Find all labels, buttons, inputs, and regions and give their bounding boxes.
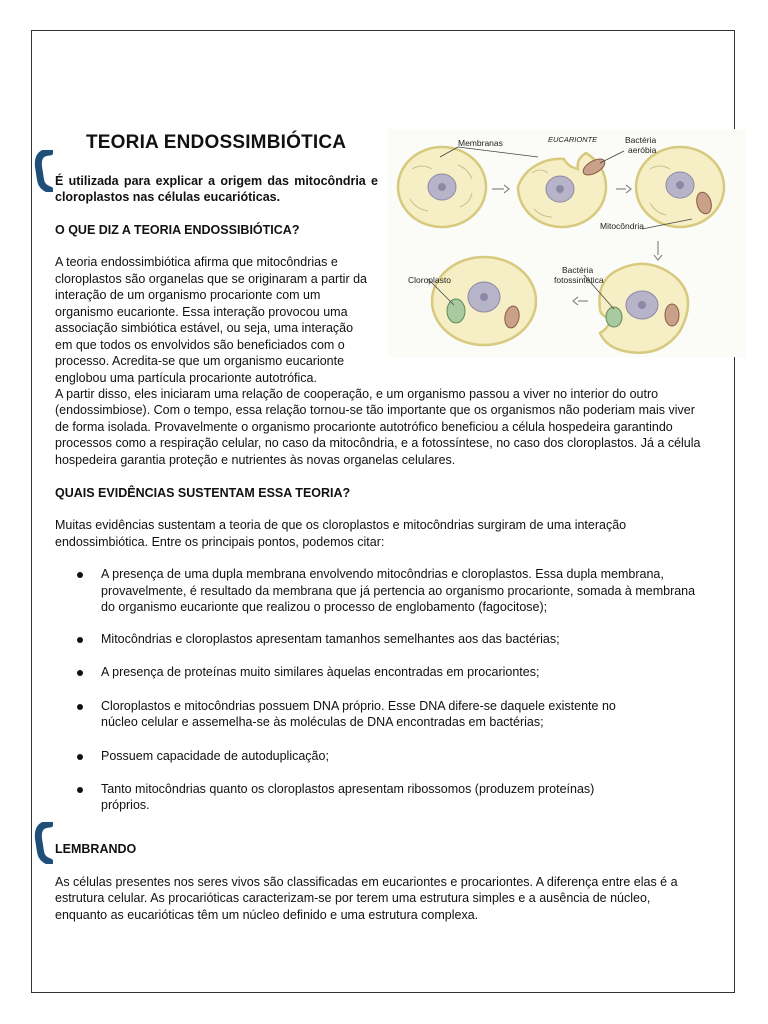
- bullet-icon: [77, 754, 83, 760]
- paragraph-line: processos como a respiração celular, no caso da mitocôndria, e a fotossíntese, no caso dos cloroplastos. Já a célula: [55, 436, 701, 450]
- paragraph-line: As células presentes nos seres vivos são classificadas em eucariontes e procariontes. A diferença entre elas é a: [55, 875, 678, 889]
- figure-label: EUCARIONTE: [548, 135, 598, 144]
- list-item-line: A presença de proteínas muito similares àquelas encontradas em procariontes;: [101, 665, 540, 679]
- paragraph-line: de forma isolada. Provavelmente o organismo procarionte autotrófico beneficiou a célula hospedeira garantindo: [55, 420, 673, 434]
- figure-label: aeróbia: [628, 145, 657, 155]
- figure-label: Mitocôndria: [600, 221, 644, 231]
- bullet-icon: [77, 572, 83, 578]
- paragraph-line: interação de um organismo procarionte com um: [55, 288, 321, 302]
- list-item-line: próprios.: [101, 798, 150, 812]
- list-item-line: A presença de uma dupla membrana envolvendo mitocôndrias e cloroplastos. Essa dupla membrana,: [101, 567, 664, 581]
- paragraph-line: hospedeira garantia proteção e nutrientes às novas organelas celulares.: [55, 453, 456, 467]
- paragraph-line: A teoria endossimbiótica afirma que mitocôndrias e: [55, 255, 338, 269]
- section-heading: QUAIS EVIDÊNCIAS SUSTENTAM ESSA TEORIA?: [55, 486, 351, 500]
- section-heading: O QUE DIZ A TEORIA ENDOSSIBIÓTICA?: [55, 223, 300, 237]
- bullet-icon: [77, 637, 83, 643]
- paragraph-line: processo. Acredita-se que um organismo eucarionte: [55, 354, 345, 368]
- page-title: TEORIA ENDOSSIMBIÓTICA: [86, 132, 347, 153]
- paragraph-line: englobou uma partícula procarionte autotrófica.: [55, 371, 317, 385]
- figure-label: Cloroplasto: [408, 275, 451, 285]
- paragraph-line: em que todos os envolvidos são beneficiados com o: [55, 338, 345, 352]
- paragraph-line: Muitas evidências sustentam a teoria de que os cloroplastos e mitocôndrias surgiram de uma interação: [55, 518, 627, 532]
- cell-1: [398, 147, 486, 227]
- list-item-line: Mitocôndrias e cloroplastos apresentam tamanhos semelhantes aos das bactérias;: [101, 632, 560, 646]
- paragraph-line: estrutura celular. As procarióticas caracterizam-se por terem uma estrutura simples e a ausência de núcleo,: [55, 891, 651, 905]
- figure-label: fotossintética: [554, 275, 604, 285]
- paragraph-line: organismo eucarionte. Essa interação provocou uma: [55, 305, 348, 319]
- paragraph-line: A partir disso, eles iniciaram uma relação de cooperação, e um organismo passou a viver no interior do outro: [55, 387, 659, 401]
- bracket-ornament-icon: [33, 150, 53, 192]
- section-heading: LEMBRANDO: [55, 842, 137, 856]
- endosymbiosis-figure: [388, 129, 746, 357]
- bullet-icon: [77, 787, 83, 793]
- figure-label: Bactéria: [625, 135, 657, 145]
- list-item-line: núcleo celular e assemelha-se às moléculas de DNA encontradas em bactérias;: [101, 715, 544, 729]
- list-item-line: Possuem capacidade de autoduplicação;: [101, 749, 329, 763]
- list-item-line: Tanto mitocôndrias quanto os cloroplastos apresentam ribossomos (produzem proteínas): [101, 782, 595, 796]
- paragraph-line: (endossimbiose). Com o tempo, essa relação tornou-se tão importante que os organismos não poderiam mais viver: [55, 403, 695, 417]
- intro-line: É utilizada para explicar a origem das mitocôndria e: [55, 174, 378, 188]
- paragraph-line: endossimbiótica. Entre os principais pontos, podemos citar:: [55, 535, 385, 549]
- list-item-line: do organismo eucarionte que realizou o processo de englobamento (fagocitose);: [101, 600, 548, 614]
- bracket-ornament-icon: [33, 822, 53, 864]
- list-item-line: Cloroplastos e mitocôndrias possuem DNA próprio. Esse DNA difere-se daquele existente no: [101, 699, 616, 713]
- paragraph-line: enquanto as eucarióticas têm um núcleo definido e uma estrutura complexa.: [55, 908, 479, 922]
- figure-label: Membranas: [458, 138, 503, 148]
- paragraph-line: cloroplastos são organelas que se originaram a partir da: [55, 272, 367, 286]
- list-item-line: provavelmente, é resultado da membrana que já pertencia ao organismo procarionte, somada à membrana: [101, 584, 696, 598]
- figure-label: Bactéria: [562, 265, 594, 275]
- paragraph-line: associação simbiótica estável, ou seja, uma interação: [55, 321, 354, 335]
- bullet-icon: [77, 670, 83, 676]
- intro-line: cloroplastos nas células eucarióticas.: [55, 190, 281, 204]
- bullet-icon: [77, 704, 83, 710]
